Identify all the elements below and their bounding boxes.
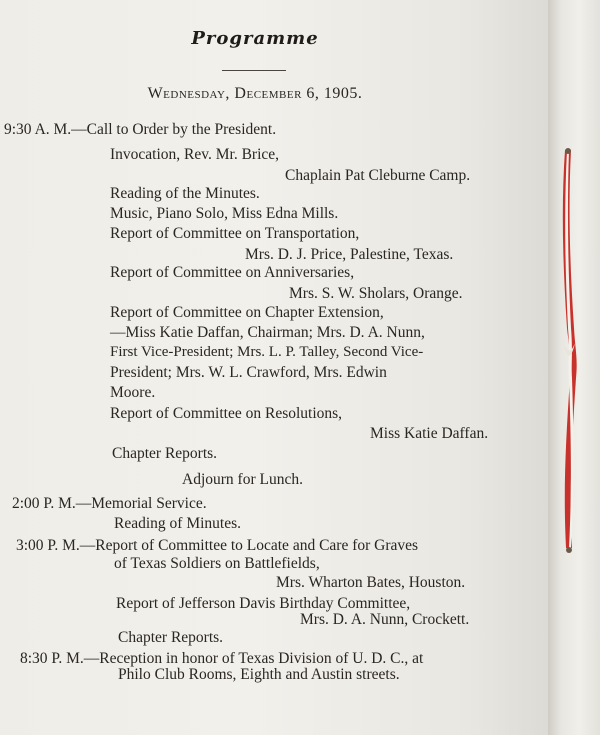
programme-line: Adjourn for Lunch. <box>182 471 303 488</box>
programme-line: Reading of the Minutes. <box>110 185 260 202</box>
programme-line: Reading of Minutes. <box>114 515 241 532</box>
page-title: Programme <box>191 28 319 49</box>
programme-line: Invocation, Rev. Mr. Brice, <box>110 146 280 163</box>
programme-line: Report of Committee on Resolutions, <box>110 405 343 422</box>
programme-line: 3:00 P. M.—Report of Committee to Locate and Care for Graves <box>16 537 419 554</box>
programme-line: Report of Committee on Chapter Extension, <box>110 304 384 321</box>
programme-line: 2:00 P. M.—Memorial Service. <box>12 495 207 512</box>
binding-ribbon <box>560 148 578 553</box>
programme-line: Mrs. Wharton Bates, Houston. <box>276 574 466 591</box>
programme-line: Mrs. D. A. Nunn, Crockett. <box>300 611 470 628</box>
programme-line: Chapter Reports. <box>112 445 218 462</box>
programme-line: 9:30 A. M.—Call to Order by the President. <box>4 121 277 138</box>
title-rule <box>222 70 286 71</box>
ribbon-bottom-grommet <box>566 547 572 553</box>
programme-line: —Miss Katie Daffan, Chairman; Mrs. D. A. Nunn, <box>110 324 425 341</box>
programme-line: Moore. <box>110 384 156 401</box>
programme-line: Mrs. S. W. Sholars, Orange. <box>289 285 463 302</box>
programme-line: President; Mrs. W. L. Crawford, Mrs. Edwin <box>110 364 387 381</box>
programme-line: Chaplain Pat Cleburne Camp. <box>285 167 471 184</box>
programme-date: Wednesday, December 6, 1905. <box>147 85 363 102</box>
programme-line: Report of Committee on Anniversaries, <box>110 264 355 281</box>
ribbon-top-grommet <box>565 148 571 154</box>
programme-line: Music, Piano Solo, Miss Edna Mills. <box>110 205 339 222</box>
programme-line: First Vice-President; Mrs. L. P. Talley, Second Vice- <box>110 344 424 360</box>
programme-line: Report of Jefferson Davis Birthday Committee, <box>116 595 411 612</box>
programme-line: 8:30 P. M.—Reception in honor of Texas Division of U. D. C., at <box>20 650 424 667</box>
programme-line: Miss Katie Daffan. <box>370 425 489 442</box>
programme-line: Philo Club Rooms, Eighth and Austin streets. <box>118 666 400 683</box>
programme-line: Chapter Reports. <box>118 629 224 646</box>
programme-line: Report of Committee on Transportation, <box>110 225 360 242</box>
programme-line: of Texas Soldiers on Battlefields, <box>114 555 320 572</box>
programme-line: Mrs. D. J. Price, Palestine, Texas. <box>245 246 454 263</box>
